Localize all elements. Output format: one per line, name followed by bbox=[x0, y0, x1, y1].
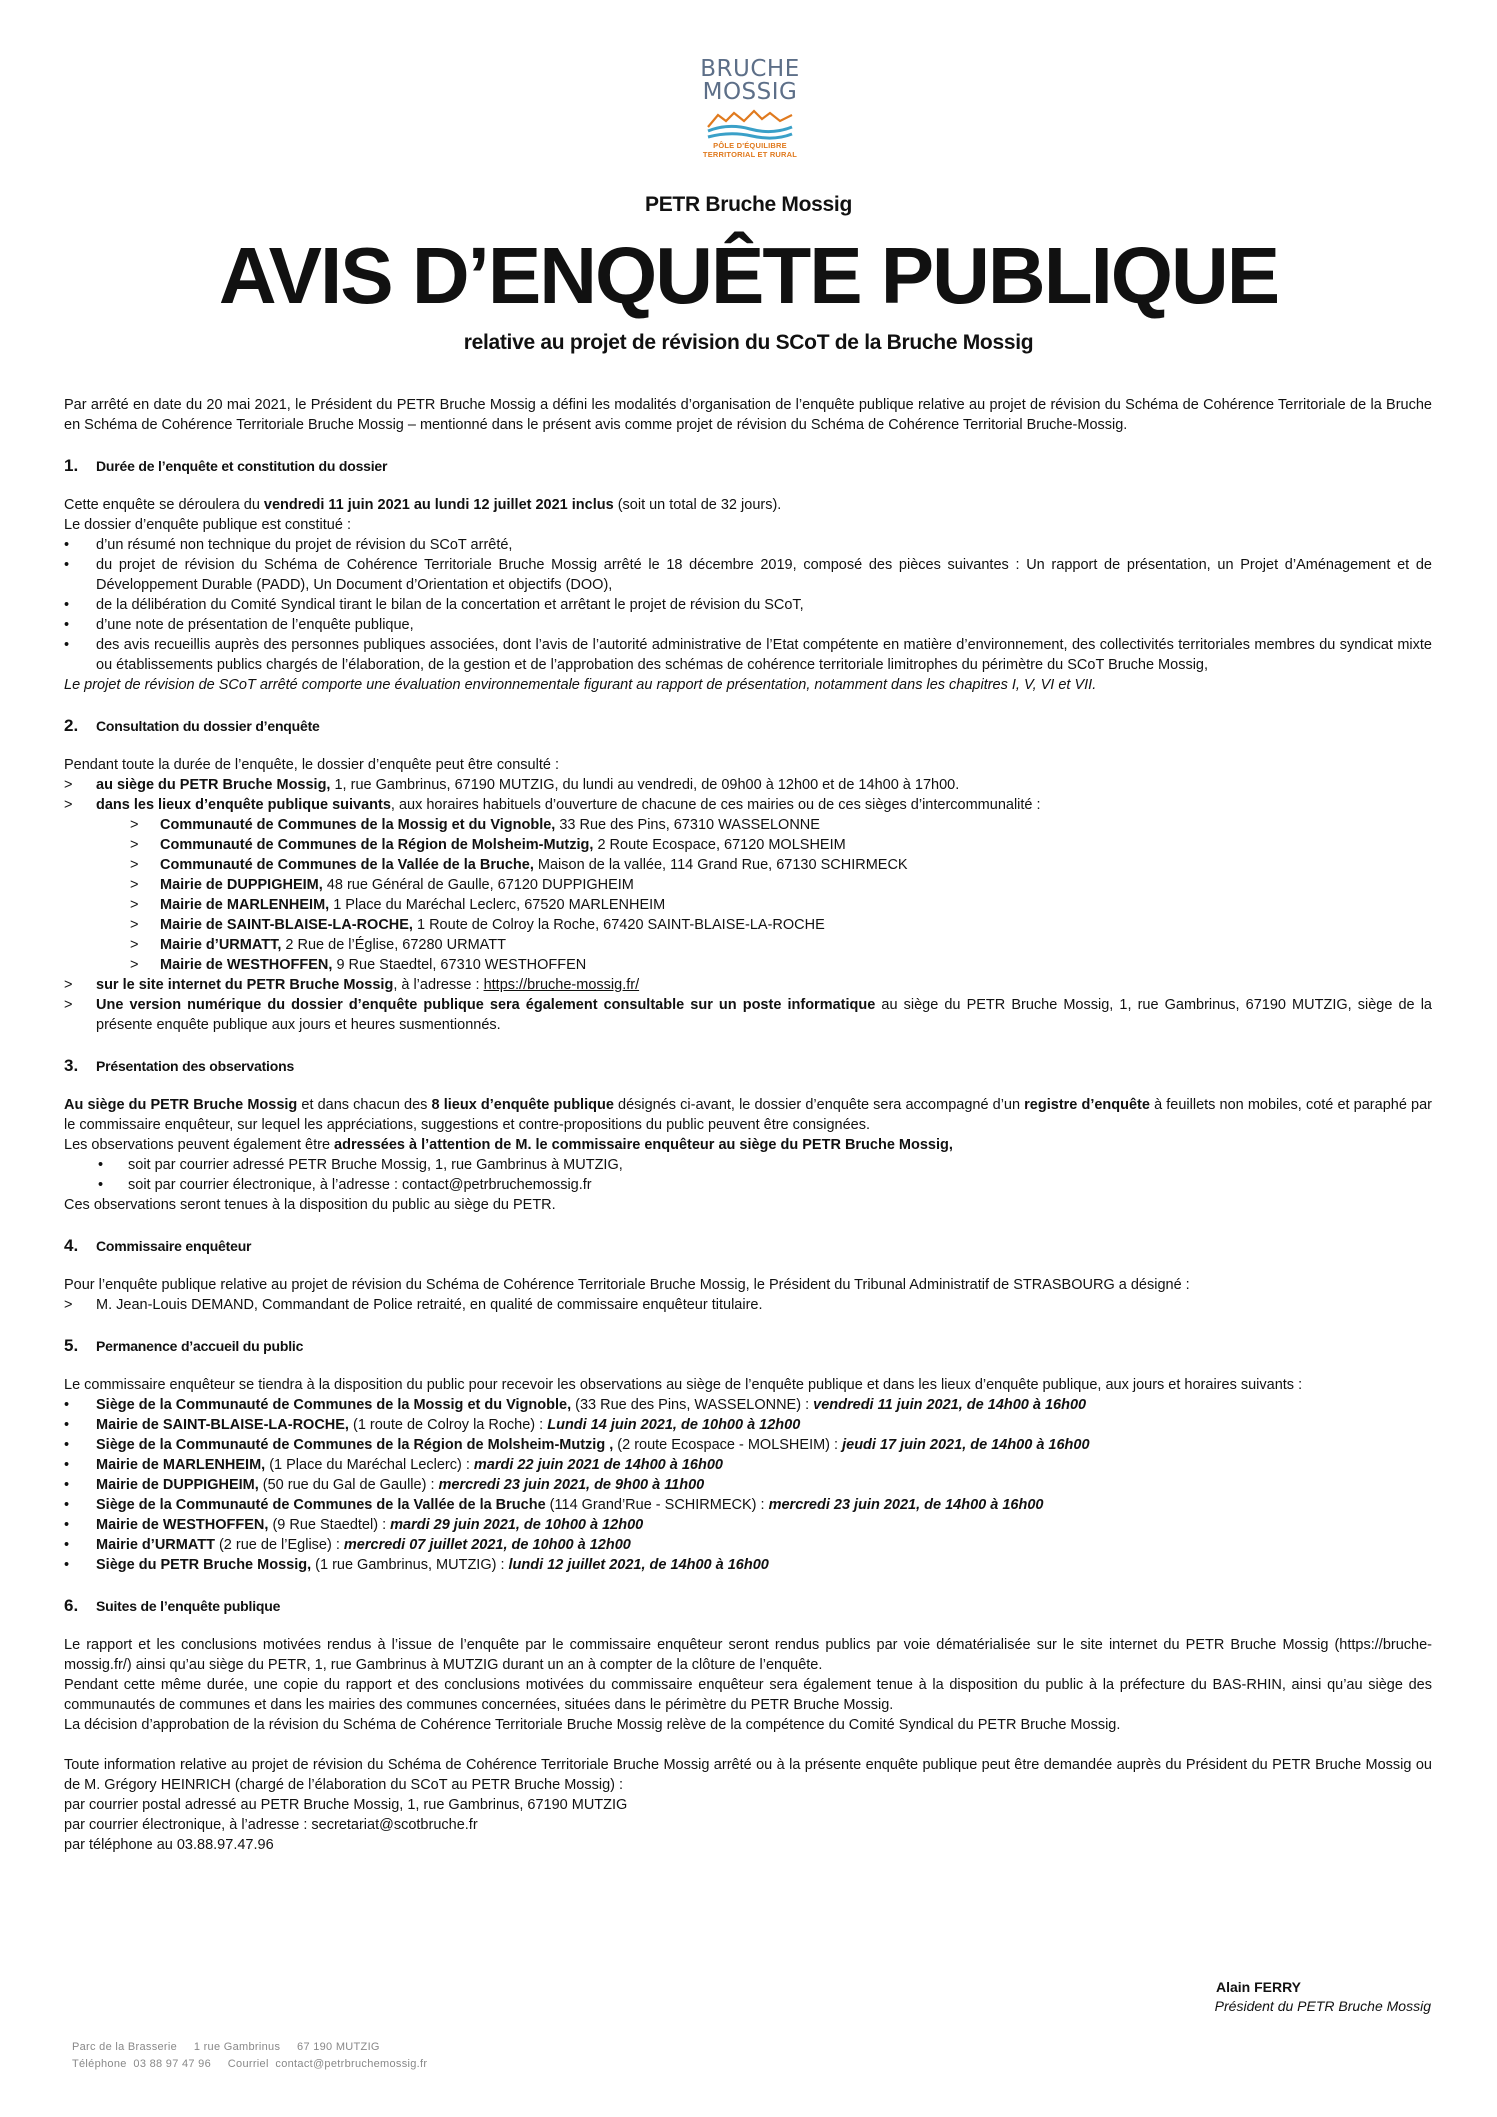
section-number: 4. bbox=[64, 1236, 79, 1255]
signatory-role: Président du PETR Bruche Mossig bbox=[1214, 1998, 1431, 2014]
list-item: • des avis recueillis auprès des personnes publiques associées, dont l’avis de l’autorité administrative de l’Etat compétente en matière d’environnement, des collectivités territoriales membres du syndicat mixte ou établissements publics chargés de l’élaboration, de la gestion et de l’approbation des schémas de cohérence territoriale limitrophes du périmètre du SCoT Bruche Mossig, bbox=[64, 635, 1432, 675]
list-item: • Mairie de MARLENHEIM, (1 Place du Maréchal Leclerc) : mardi 22 juin 2021 de 14h00 à 16h00 bbox=[64, 1455, 1432, 1475]
section-title: Présentation des observations bbox=[96, 1058, 295, 1074]
intro-paragraph: Par arrêté en date du 20 mai 2021, le Président du PETR Bruche Mossig a défini les modalités d’organisation de l’enquête publique relative au projet de révision du Schéma de Cohérence Territoriale de la Bruche en Schéma de Cohérence Territoriale Bruche Mossig – mentionné dans le présent avis comme projet de révision du Schéma de Cohérence Territorial Bruche-Mossig. bbox=[64, 397, 1432, 433]
place-item: > Communauté de Communes de la Mossig et du Vignoble, 33 Rue des Pins, 67310 WASSELONNE bbox=[96, 815, 1432, 835]
section-2-heading bbox=[64, 716, 1432, 736]
contact-postal: par courrier postal adressé au PETR Bruche Mossig, 1, rue Gambrinus, 67190 MUTZIG bbox=[64, 1797, 628, 1813]
contact-paragraph: Toute information relative au projet de révision du Schéma de Cohérence Territoriale Bruche Mossig arrêté ou à la présente enquête publique peut être demandée auprès du Président du PETR Bruche Mossig ou de M. Grégory HEINRICH (chargé de l’élaboration du SCoT au PETR Bruche Mossig) : bbox=[64, 1757, 1432, 1793]
landscape-icon bbox=[704, 107, 796, 141]
list-item: • soit par courrier adressé PETR Bruche Mossig, 1, rue Gambrinus à MUTZIG, bbox=[64, 1155, 1432, 1175]
permanence-list bbox=[64, 1395, 1432, 1575]
dossier-list bbox=[64, 535, 1432, 675]
place-item: > Mairie de SAINT-BLAISE-LA-ROCHE, 1 Route de Colroy la Roche, 67420 SAINT-BLAISE-LA-ROCHE bbox=[96, 915, 1432, 935]
section-6-heading bbox=[64, 1596, 1432, 1616]
list-item: • Siège de la Communauté de Communes de la Mossig et du Vignoble, (33 Rue des Pins, WASSELONNE) : vendredi 11 juin 2021, de 14h00 à 16h00 bbox=[64, 1395, 1432, 1415]
logo-text-mossig: MOSSIG bbox=[702, 79, 798, 105]
list-item: • soit par courrier électronique, à l’adresse : contact@petrbruchemossig.fr bbox=[64, 1175, 1432, 1195]
permanence-intro: Le commissaire enquêteur se tiendra à la disposition du public pour recevoir les observations au siège de l’enquête publique et dans les lieux d’enquête publique, aux jours et horaires suivants : bbox=[64, 1377, 1303, 1393]
observations-availability: Ces observations seront tenues à la disposition du public au siège du PETR. bbox=[64, 1197, 556, 1213]
contact-email: par courrier électronique, à l’adresse : secretariat@scotbruche.fr bbox=[64, 1817, 478, 1833]
section-1-heading bbox=[64, 456, 1432, 476]
consultation-intro: Pendant toute la durée de l’enquête, le dossier d’enquête peut être consulté : bbox=[64, 757, 559, 773]
list-item: > dans les lieux d’enquête publique suivants, aux horaires habituels d’ouverture de chacune de ces mairies ou de ces sièges d’intercommunalité : > Communauté de Communes de la Mossig et du Vignoble, 33 Rue des Pins, 67310 WASSELONNE > Communauté de Communes de la Région de Molsheim-Mutzig, 2 Route Ecospace, 67120 MOLSHEIM > Communauté de Communes de la Vallée de la Bruche, Maison de la vallée, 114 Grand Rue, 67130 SCHIRMECK > Mairie de DUPPIGHEIM, 48 rue Général de Gaulle, 67120 DUPPIGHEIM > Mairie de MARLENHEIM, 1 Place du Maréchal Leclerc, 67520 MARLENHEIM > Mairie de SAINT-BLAISE-LA-ROCHE, 1 Route de Colroy la Roche, 67420 SAINT-BLAISE-LA-ROCHE > Mairie d’URMATT, 2 Rue de l’Église, 67280 URMATT > Mairie de WESTHOFFEN, 9 Rue Staedtel, 67310 WESTHOFFEN bbox=[64, 795, 1432, 975]
section-3-heading bbox=[64, 1056, 1432, 1076]
section-title: Suites de l’enquête publique bbox=[96, 1598, 281, 1614]
footer-address: Parc de la Brasserie 1 rue Gambrinus 67 190 MUTZIG bbox=[72, 2041, 380, 2053]
list-item: > sur le site internet du PETR Bruche Mossig, à l’adresse : https://bruche-mossig.fr/ bbox=[64, 975, 1432, 995]
dossier-intro: Le dossier d’enquête publique est constitué : bbox=[64, 517, 351, 533]
list-item: • Mairie de DUPPIGHEIM, (50 rue du Gal de Gaulle) : mercredi 23 juin 2021, de 9h00 à 11h00 bbox=[64, 1475, 1432, 1495]
observations-address: Les observations peuvent également être adressées à l’attention de M. le commissaire enquêteur au siège du PETR Bruche Mossig, bbox=[64, 1137, 953, 1153]
section-number: 1. bbox=[64, 456, 79, 475]
place-item: > Communauté de Communes de la Région de Molsheim-Mutzig, 2 Route Ecospace, 67120 MOLSHEIM bbox=[96, 835, 1432, 855]
section-number: 6. bbox=[64, 1596, 79, 1615]
logo-text-bruche: BRUCHE bbox=[700, 56, 800, 82]
section-title: Commissaire enquêteur bbox=[96, 1238, 252, 1254]
section-number: 2. bbox=[64, 716, 79, 735]
place-item: > Mairie d’URMATT, 2 Rue de l’Église, 67280 URMATT bbox=[96, 935, 1432, 955]
section-number: 5. bbox=[64, 1336, 79, 1355]
list-item: • Mairie d’URMATT (2 rue de l’Eglise) : mercredi 07 juillet 2021, de 10h00 à 12h00 bbox=[64, 1535, 1432, 1555]
list-item: > Une version numérique du dossier d’enquête publique sera également consultable sur un poste informatique au siège du PETR Bruche Mossig, 1, rue Gambrinus, 67190 MUTZIG, siège de la présente enquête publique aux jours et heures susmentionnés. bbox=[64, 995, 1432, 1035]
commissioner-intro: Pour l’enquête publique relative au projet de révision du Schéma de Cohérence Territoriale Bruche Mossig, le Président du Tribunal Administratif de STRASBOURG a désigné : bbox=[64, 1277, 1190, 1293]
observations-paragraph: Au siège du PETR Bruche Mossig et dans chacun des 8 lieux d’enquête publique désignés ci-avant, le dossier d’enquête sera accompagné d’un registre d’enquête à feuillets non mobiles, coté et paraphé par le commissaire enquêteur, sur lequel les appréciations, suggestions et contre-propositions du public peuvent être consignées. bbox=[64, 1097, 1432, 1133]
place-item: > Mairie de DUPPIGHEIM, 48 rue Général de Gaulle, 67120 DUPPIGHEIM bbox=[96, 875, 1432, 895]
document-body bbox=[64, 395, 1432, 1855]
section-title: Permanence d’accueil du public bbox=[96, 1338, 304, 1354]
follow-up-paragraph-1: Le rapport et les conclusions motivées rendus à l’issue de l’enquête par le commissaire enquêteur seront rendus publics par voie dématérialisée sur le site internet du PETR Bruche Mossig (https://bruche-mossig.fr/) ainsi qu’au siège du PETR, 1, rue Gambrinus à MUTZIG durant un an à compter de la clôture de l’enquête. bbox=[64, 1637, 1432, 1673]
observations-list bbox=[64, 1155, 1432, 1195]
list-item: • Siège de la Communauté de Communes de la Région de Molsheim-Mutzig , (2 route Ecospace - MOLSHEIM) : jeudi 17 juin 2021, de 14h00 à 16h00 bbox=[64, 1435, 1432, 1455]
commissioner-list bbox=[64, 1295, 1432, 1315]
contact-phone: par téléphone au 03.88.97.47.96 bbox=[64, 1837, 274, 1853]
list-item: > M. Jean-Louis DEMAND, Commandant de Police retraité, en qualité de commissaire enquêteur titulaire. bbox=[64, 1295, 1432, 1315]
environmental-note: Le projet de révision de SCoT arrêté comporte une évaluation environnementale figurant au rapport de présentation, notamment dans les chapitres I, V, VI et VII. bbox=[64, 677, 1097, 693]
footer-contact: Téléphone 03 88 97 47 96 Courriel contact@petrbruchemossig.fr bbox=[72, 2058, 428, 2070]
signature-block bbox=[1215, 1978, 1431, 2016]
list-item: • d’un résumé non technique du projet de révision du SCoT arrêté, bbox=[64, 535, 1432, 555]
section-title: Consultation du dossier d’enquête bbox=[96, 718, 320, 734]
list-item: • de la délibération du Comité Syndical tirant le bilan de la concertation et arrêtant le projet de révision du SCoT, bbox=[64, 595, 1432, 615]
logo-subtitle-2: TERRITORIAL ET RURAL bbox=[702, 150, 798, 159]
signatory-name: Alain FERRY bbox=[1215, 1979, 1301, 1995]
page-title: AVIS D’ENQUÊTE PUBLIQUE bbox=[218, 231, 1279, 320]
list-item: • du projet de révision du Schéma de Cohérence Territoriale Bruche Mossig arrêté le 18 décembre 2019, composé des pièces suivantes : Un rapport de présentation, un Projet d’Aménagement et de Développement Durable (PADD), Un Document d’Orientation et objectifs (DOO), bbox=[64, 555, 1432, 595]
list-item: • d’une note de présentation de l’enquête publique, bbox=[64, 615, 1432, 635]
logo-subtitle-1: PÔLE D'ÉQUILIBRE bbox=[713, 141, 787, 150]
organization-name: PETR Bruche Mossig bbox=[645, 193, 852, 216]
places-list bbox=[96, 815, 1432, 975]
list-item: • Siège de la Communauté de Communes de la Vallée de la Bruche (114 Grand’Rue - SCHIRMECK) : mercredi 23 juin 2021, de 14h00 à 16h00 bbox=[64, 1495, 1432, 1515]
follow-up-paragraph-2: Pendant cette même durée, une copie du rapport et des conclusions motivées du commissaire enquêteur sera également tenue à la disposition du public à la préfecture du BAS-RHIN, ainsi qu’au siège des communautés de communes et dans les mairies des communes concernées, situées dans le périmètre du PETR Bruche Mossig. bbox=[64, 1677, 1432, 1713]
list-item: • Mairie de SAINT-BLAISE-LA-ROCHE, (1 route de Colroy la Roche) : Lundi 14 juin 2021, de 10h00 à 12h00 bbox=[64, 1415, 1432, 1435]
logo bbox=[700, 58, 800, 159]
page-subtitle: relative au projet de révision du SCoT de la Bruche Mossig bbox=[463, 331, 1034, 354]
list-item: > au siège du PETR Bruche Mossig, 1, rue Gambrinus, 67190 MUTZIG, du lundi au vendredi, de 09h00 à 12h00 et de 14h00 à 17h00. bbox=[64, 775, 1432, 795]
section-5-heading bbox=[64, 1336, 1432, 1356]
consultation-list bbox=[64, 775, 1432, 1035]
place-item: > Communauté de Communes de la Vallée de la Bruche, Maison de la vallée, 114 Grand Rue, 67130 SCHIRMECK bbox=[96, 855, 1432, 875]
section-4-heading bbox=[64, 1236, 1432, 1256]
page-footer bbox=[72, 2039, 427, 2073]
website-link[interactable]: https://bruche-mossig.fr/ bbox=[483, 977, 640, 993]
section-number: 3. bbox=[64, 1056, 79, 1075]
list-item: • Siège du PETR Bruche Mossig, (1 rue Gambrinus, MUTZIG) : lundi 12 juillet 2021, de 14h00 à 16h00 bbox=[64, 1555, 1432, 1575]
section-title: Durée de l’enquête et constitution du dossier bbox=[96, 458, 388, 474]
enquiry-dates: Cette enquête se déroulera du vendredi 11 juin 2021 au lundi 12 juillet 2021 inclus (soit un total de 32 jours). bbox=[64, 497, 782, 513]
place-item: > Mairie de MARLENHEIM, 1 Place du Maréchal Leclerc, 67520 MARLENHEIM bbox=[96, 895, 1432, 915]
list-item: • Mairie de WESTHOFFEN, (9 Rue Staedtel) : mardi 29 juin 2021, de 10h00 à 12h00 bbox=[64, 1515, 1432, 1535]
follow-up-paragraph-3: La décision d’approbation de la révision du Schéma de Cohérence Territoriale Bruche Mossig relève de la compétence du Comité Syndical du PETR Bruche Mossig. bbox=[64, 1717, 1121, 1733]
place-item: > Mairie de WESTHOFFEN, 9 Rue Staedtel, 67310 WESTHOFFEN bbox=[96, 955, 1432, 975]
